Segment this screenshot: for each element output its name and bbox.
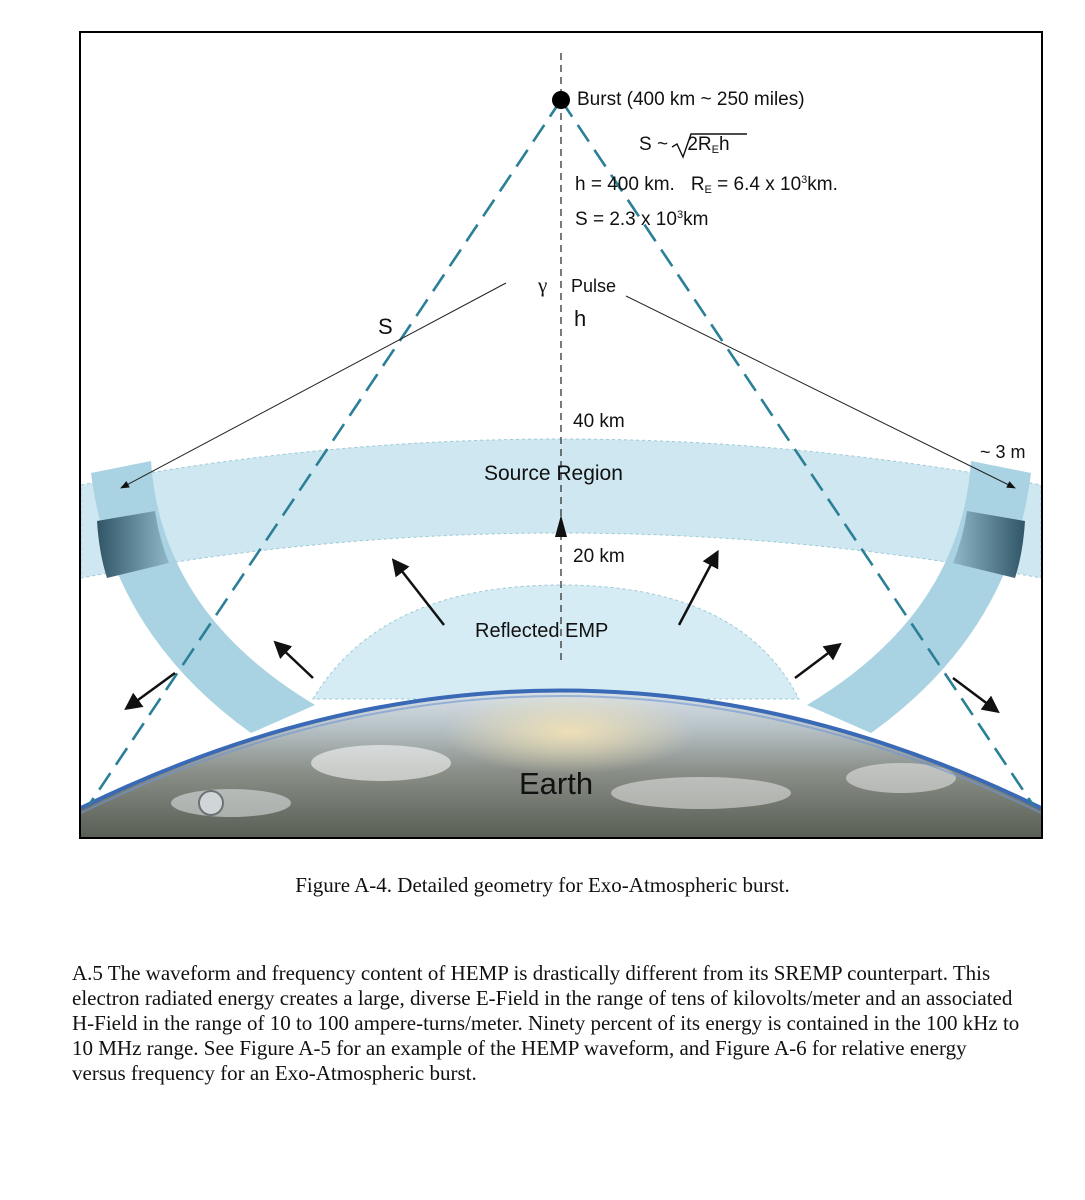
- arrow-right-outer: [953, 678, 997, 711]
- figure-caption: Figure A-4. Detailed geometry for Exo-Atmospheric burst.: [295, 873, 790, 897]
- source-region-label: Source Region: [484, 462, 623, 485]
- re-value: = 6.4 x 10: [711, 174, 802, 195]
- reflected-emp-label: Reflected EMP: [475, 620, 609, 642]
- re-unit: km.: [807, 174, 838, 195]
- body-paragraph: A.5 The waveform and frequency content of HEMP is drastically different from its SREMP counterpart. This electron radiated energy creates a large, diverse E-Field in the range of tens of kilovolts/meter and an associated H-Field in the range of 10 to 100 ampere-turns/meter. Ninety percent of its energy is contained in the 100 kHz to 10 MHz range. See Figure A-5 for an example of the HEMP waveform, and Figure A-6 for relative energy versus frequency for an Exo-Atmospheric burst.: [72, 961, 1020, 1085]
- km40-label: 40 km: [573, 411, 625, 432]
- re-prefix: R: [690, 174, 705, 195]
- km20-label: 20 km: [573, 546, 625, 567]
- three-m-label: ~ 3 m: [980, 442, 1026, 462]
- figure-a4-frame: [79, 31, 1043, 839]
- burst-label: Burst (400 km ~ 250 miles): [577, 89, 805, 110]
- s-value: [575, 209, 708, 231]
- h-re-values: [575, 174, 838, 196]
- s-formula-prefix: S ~: [639, 134, 674, 155]
- emp-geometry-diagram: [81, 33, 1041, 837]
- burst-point: [552, 91, 570, 109]
- re-sub: E: [704, 184, 712, 196]
- storm-cloud: [199, 791, 223, 815]
- pulse-label: Pulse: [571, 276, 617, 296]
- h-value: h = 400 km.: [575, 174, 675, 195]
- s-formula: [639, 134, 730, 156]
- s-formula-radicand-end: h: [718, 134, 730, 155]
- s-unit: km: [683, 209, 709, 230]
- gamma-symbol: γ: [538, 273, 548, 297]
- s-label: S: [378, 314, 393, 339]
- s-formula-radicand: 2R: [687, 134, 712, 155]
- s-exp: 3: [676, 209, 684, 221]
- s-value-text: S = 2.3 x 10: [575, 209, 677, 230]
- re-exp: 3: [801, 174, 808, 186]
- arrow-left-outer: [127, 673, 175, 708]
- h-label: h: [574, 306, 587, 331]
- arrow-left-band: [276, 643, 313, 678]
- s-formula-radicand-sub: E: [711, 144, 719, 156]
- arrow-right-band: [795, 645, 839, 678]
- earth-label: Earth: [519, 766, 594, 801]
